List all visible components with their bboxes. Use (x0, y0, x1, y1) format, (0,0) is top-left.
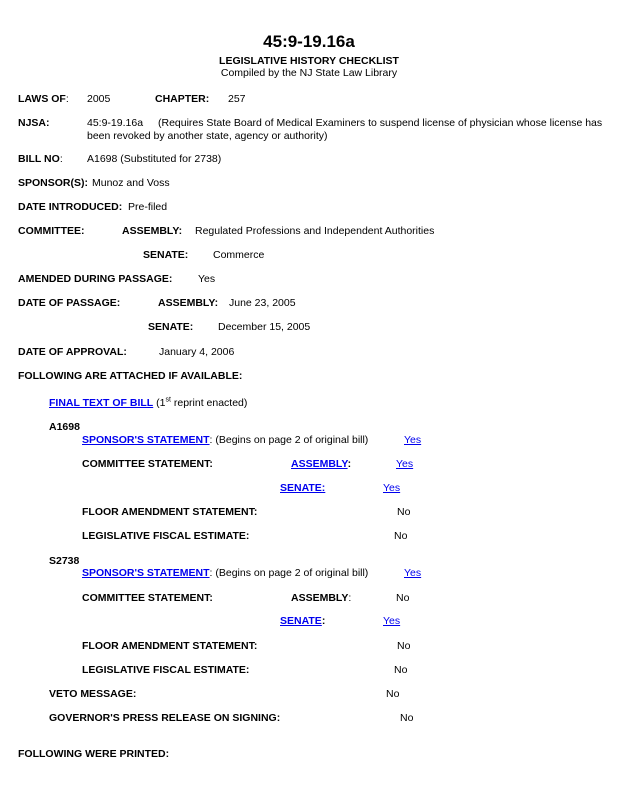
a1698-assembly: ASSEMBLY: (291, 458, 352, 470)
committee-assembly-label: ASSEMBLY: (122, 225, 183, 237)
page-subtitle: LEGISLATIVE HISTORY CHECKLIST (219, 55, 399, 67)
veto-value: No (386, 688, 400, 700)
s2738-senate-link[interactable]: SENATE (280, 615, 322, 627)
a1698-heading: A1698 (49, 421, 80, 433)
sponsors-label: SPONSOR(S): (18, 177, 89, 189)
date-of-approval-value: January 4, 2006 (159, 346, 235, 358)
s2738-senate: SENATE: (280, 615, 326, 627)
a1698-fiscal-label: LEGISLATIVE FISCAL ESTIMATE: (82, 530, 250, 542)
final-text-link[interactable]: FINAL TEXT OF BILL (49, 397, 154, 409)
a1698-assembly-link[interactable]: ASSEMBLY (291, 458, 348, 470)
governor-press-release-label: GOVERNOR'S PRESS RELEASE ON SIGNING: (49, 712, 281, 724)
chapter-value: 257 (228, 93, 246, 105)
passage-senate-label: SENATE: (148, 321, 194, 333)
laws-of-label: LAWS OF: (18, 93, 69, 105)
a1698-fiscal-value: No (394, 530, 408, 542)
a1698-sponsor-yes-link[interactable]: Yes (404, 434, 422, 446)
sponsors-value: Munoz and Voss (92, 177, 170, 189)
s2738-sponsor-yes-link[interactable]: Yes (404, 567, 422, 579)
a1698-senate-yes-link[interactable]: Yes (383, 482, 401, 494)
final-text-line (49, 397, 247, 410)
compiled-by: Compiled by the NJ State Law Library (220, 67, 398, 79)
governor-press-release-value: No (400, 712, 414, 724)
committee-label: COMMITTEE: (18, 225, 85, 237)
a1698-floor-value: No (397, 506, 411, 518)
veto-label: VETO MESSAGE: (49, 688, 137, 700)
date-of-passage-label: DATE OF PASSAGE: (18, 297, 121, 309)
final-text-note: (1st reprint enacted) (156, 396, 248, 409)
committee-senate-value: Commerce (213, 249, 265, 261)
s2738-sponsor-line (82, 567, 368, 580)
date-of-approval-label: DATE OF APPROVAL: (18, 346, 127, 358)
amended-value: Yes (198, 273, 216, 285)
njsa-label: NJSA: (18, 117, 50, 129)
s2738-sponsor-note: : (Begins on page 2 of original bill) (209, 567, 369, 579)
bill-no-value: A1698 (Substituted for 2738) (87, 153, 222, 165)
committee-assembly-value: Regulated Professions and Independent Authorities (195, 225, 435, 237)
chapter-label: CHAPTER: (155, 93, 210, 105)
s2738-fiscal-label: LEGISLATIVE FISCAL ESTIMATE: (82, 664, 250, 676)
attached-heading: FOLLOWING ARE ATTACHED IF AVAILABLE: (18, 370, 243, 382)
s2738-sponsor-statement-link[interactable]: SPONSOR'S STATEMENT (82, 567, 210, 579)
s2738-committee-label: COMMITTEE STATEMENT: (82, 592, 213, 604)
s2738-heading: S2738 (49, 555, 80, 567)
njsa-value: 45:9-19.16a (87, 117, 144, 129)
passage-assembly-label: ASSEMBLY: (158, 297, 219, 309)
a1698-sponsor-line (82, 434, 368, 447)
passage-assembly-value: June 23, 2005 (229, 297, 296, 309)
s2738-fiscal-value: No (394, 664, 408, 676)
s2738-assembly: ASSEMBLY: (291, 592, 352, 604)
a1698-sponsor-statement-link[interactable]: SPONSOR'S STATEMENT (82, 434, 210, 446)
passage-senate-value: December 15, 2005 (218, 321, 311, 333)
a1698-senate-link[interactable]: SENATE: (280, 482, 326, 494)
s2738-senate-yes-link[interactable]: Yes (383, 615, 401, 627)
printed-heading: FOLLOWING WERE PRINTED: (18, 748, 170, 760)
a1698-sponsor-note: : (Begins on page 2 of original bill) (209, 434, 369, 446)
amended-label: AMENDED DURING PASSAGE: (18, 273, 173, 285)
a1698-committee-label: COMMITTEE STATEMENT: (82, 458, 213, 470)
date-introduced-value: Pre-filed (128, 201, 168, 213)
page-title: 45:9-19.16a (263, 32, 355, 51)
s2738-floor-value: No (397, 640, 411, 652)
s2738-floor-label: FLOOR AMENDMENT STATEMENT: (82, 640, 258, 652)
committee-senate-label: SENATE: (143, 249, 189, 261)
laws-of-value: 2005 (87, 93, 111, 105)
a1698-assembly-yes-link[interactable]: Yes (396, 458, 414, 470)
s2738-assembly-value: No (396, 592, 410, 604)
njsa-description: (Requires State Board of Medical Examiners to suspend license of physician whose license has been revoked by another state, agency or authority) (87, 117, 603, 142)
date-introduced-label: DATE INTRODUCED: (18, 201, 123, 213)
bill-no-label: BILL NO: (18, 153, 63, 165)
a1698-floor-label: FLOOR AMENDMENT STATEMENT: (82, 506, 258, 518)
